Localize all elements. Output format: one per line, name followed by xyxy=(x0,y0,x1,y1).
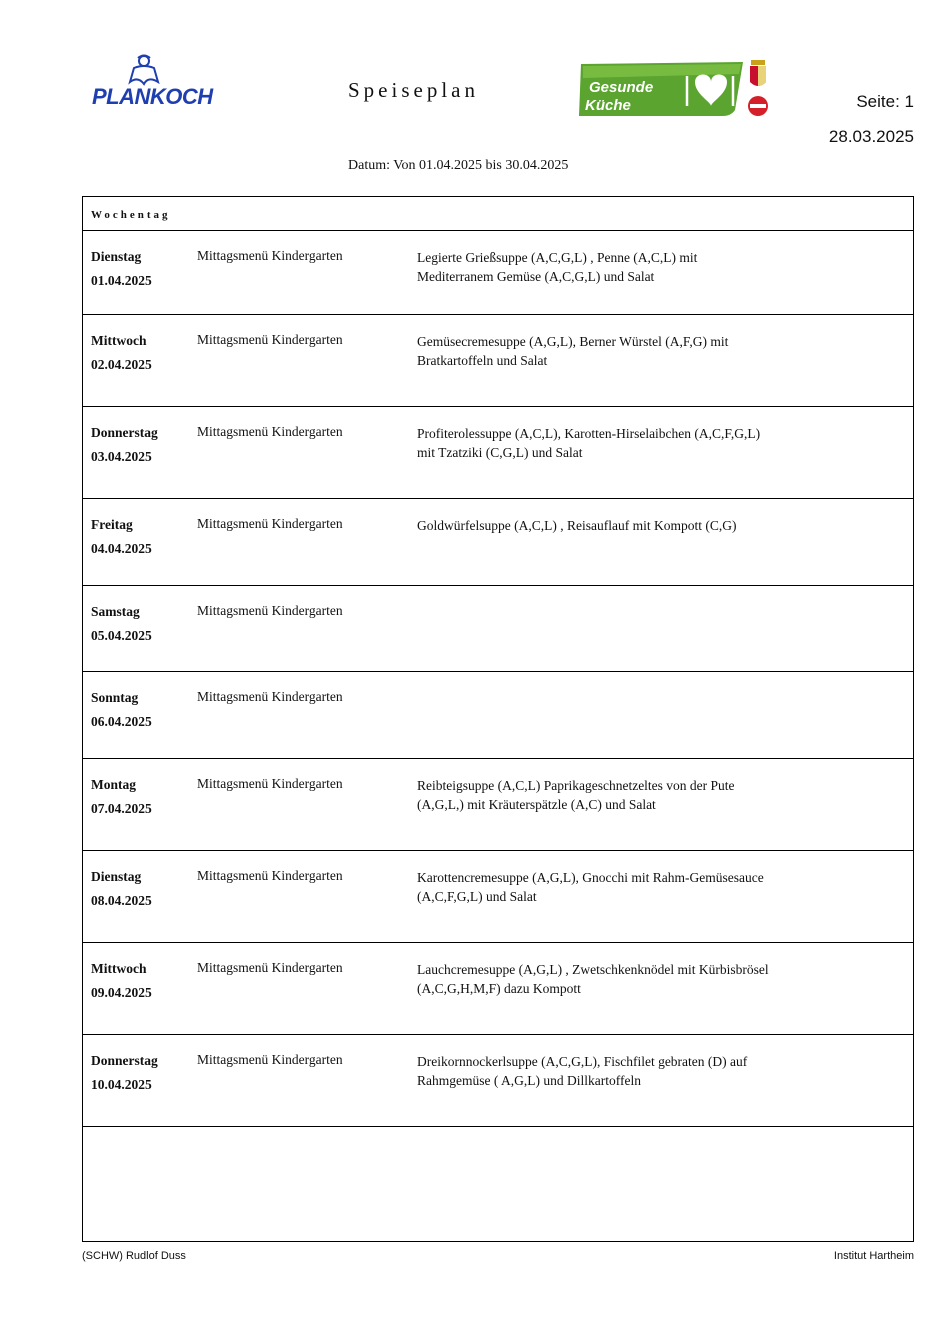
menu-type: Mittagsmenü Kindergarten xyxy=(197,516,343,531)
menu-line-2: Rahmgemüse ( A,G,L) und Dillkartoffeln xyxy=(417,1073,641,1088)
menu-line-2: (A,C,F,G,L) und Salat xyxy=(417,889,537,904)
menu-type: Mittagsmenü Kindergarten xyxy=(197,776,343,791)
weekday: Dienstag xyxy=(91,869,142,884)
table-row xyxy=(83,1035,913,1127)
menu-line-1: Lauchcremesuppe (A,G,L) , Zwetschkenknödel mit Kürbisbrösel xyxy=(417,962,769,977)
menu-type: Mittagsmenü Kindergarten xyxy=(197,248,343,263)
menu-description xyxy=(417,960,837,998)
menu-line-2: Bratkartoffeln und Salat xyxy=(417,353,548,368)
weekday: Mittwoch xyxy=(91,333,147,348)
table-row xyxy=(83,586,913,672)
footer-institution: Institut Hartheim xyxy=(833,1250,914,1262)
menu-description xyxy=(417,248,837,286)
date: 02.04.2025 xyxy=(91,357,152,372)
day-cell xyxy=(91,774,152,820)
menu-line-2: mit Tzatziki (C,G,L) und Salat xyxy=(417,445,583,460)
menu-line-1: Gemüsecremesuppe (A,G,L), Berner Würstel (A,F,G) mit xyxy=(417,334,729,349)
weekday: Donnerstag xyxy=(91,425,158,440)
menu-line-1: Dreikornnockerlsuppe (A,C,G,L), Fischfilet gebraten (D) auf xyxy=(417,1054,748,1069)
menu-line-1: Karottencremesuppe (A,G,L), Gnocchi mit Rahm-Gemüsesauce xyxy=(417,870,764,885)
date: 07.04.2025 xyxy=(91,801,152,816)
date: 03.04.2025 xyxy=(91,449,152,464)
gesunde-kueche-logo xyxy=(575,58,745,120)
coat-of-arms-icon xyxy=(746,58,770,122)
weekday-column-header: Wochentag xyxy=(91,209,171,221)
date: 05.04.2025 xyxy=(91,628,152,643)
menu-line-2: (A,G,L,) mit Kräuterspätzle (A,C) und Salat xyxy=(417,797,656,812)
menu-type: Mittagsmenü Kindergarten xyxy=(197,689,343,704)
date: 04.04.2025 xyxy=(91,541,152,556)
day-cell xyxy=(91,1050,158,1096)
weekday: Mittwoch xyxy=(91,961,147,976)
menu-table xyxy=(82,196,914,1242)
menu-type: Mittagsmenü Kindergarten xyxy=(197,1052,343,1067)
menu-line-1: Reibteigsuppe (A,C,L) Paprikageschnetzeltes von der Pute xyxy=(417,778,735,793)
page-number: Seite: 1 xyxy=(856,92,914,111)
weekday: Donnerstag xyxy=(91,1053,158,1068)
day-cell xyxy=(91,866,152,912)
table-row xyxy=(83,499,913,586)
menu-type: Mittagsmenü Kindergarten xyxy=(197,424,343,439)
menu-line-1: Profiterolessuppe (A,C,L), Karotten-Hirselaibchen (A,C,F,G,L) xyxy=(417,426,761,441)
date: 06.04.2025 xyxy=(91,714,152,729)
menu-description xyxy=(417,516,837,535)
plankoch-logo-text: PLANKOCH xyxy=(92,84,213,109)
day-cell xyxy=(91,422,158,468)
menu-line-1: Goldwürfelsuppe (A,C,L) , Reisauflauf mit Kompott (C,G) xyxy=(417,518,737,533)
day-cell xyxy=(91,246,152,292)
print-date: 28.03.2025 xyxy=(828,127,914,146)
plankoch-logo xyxy=(90,54,220,110)
day-cell xyxy=(91,330,152,376)
menu-description xyxy=(417,424,837,462)
weekday: Freitag xyxy=(91,517,133,532)
menu-description xyxy=(417,868,837,906)
date: 01.04.2025 xyxy=(91,273,152,288)
table-header xyxy=(83,197,913,231)
table-row xyxy=(83,231,913,315)
date-range: Datum: Von 01.04.2025 bis 30.04.2025 xyxy=(348,158,569,173)
weekday: Montag xyxy=(91,777,136,792)
menu-type: Mittagsmenü Kindergarten xyxy=(197,332,343,347)
weekday: Samstag xyxy=(91,604,140,619)
page-title: Speiseplan xyxy=(348,78,479,102)
menu-line-2: (A,C,G,H,M,F) dazu Kompott xyxy=(417,981,581,996)
date: 09.04.2025 xyxy=(91,985,152,1000)
date: 10.04.2025 xyxy=(91,1077,152,1092)
day-cell xyxy=(91,687,152,733)
footer-author: (SCHW) Rudlof Duss xyxy=(82,1250,186,1262)
menu-description xyxy=(417,1052,837,1090)
day-cell xyxy=(91,514,152,560)
menu-description xyxy=(417,332,837,370)
gk-logo-line1: Gesunde xyxy=(589,79,654,96)
weekday: Sonntag xyxy=(91,690,139,705)
menu-line-2: Mediterranem Gemüse (A,C,G,L) und Salat xyxy=(417,269,655,284)
menu-line-1: Legierte Grießsuppe (A,C,G,L) , Penne (A,C,L) mit xyxy=(417,250,698,265)
table-row xyxy=(83,407,913,499)
gk-logo-line2: Küche xyxy=(585,97,631,114)
menu-type: Mittagsmenü Kindergarten xyxy=(197,603,343,618)
table-row xyxy=(83,759,913,851)
menu-type: Mittagsmenü Kindergarten xyxy=(197,960,343,975)
menu-type: Mittagsmenü Kindergarten xyxy=(197,868,343,883)
menu-description xyxy=(417,776,837,814)
chef-figure-icon xyxy=(118,54,168,88)
table-row xyxy=(83,672,913,759)
table-row xyxy=(83,943,913,1035)
day-cell xyxy=(91,958,152,1004)
table-row xyxy=(83,315,913,407)
day-cell xyxy=(91,601,152,647)
table-row xyxy=(83,851,913,943)
date: 08.04.2025 xyxy=(91,893,152,908)
weekday: Dienstag xyxy=(91,249,142,264)
